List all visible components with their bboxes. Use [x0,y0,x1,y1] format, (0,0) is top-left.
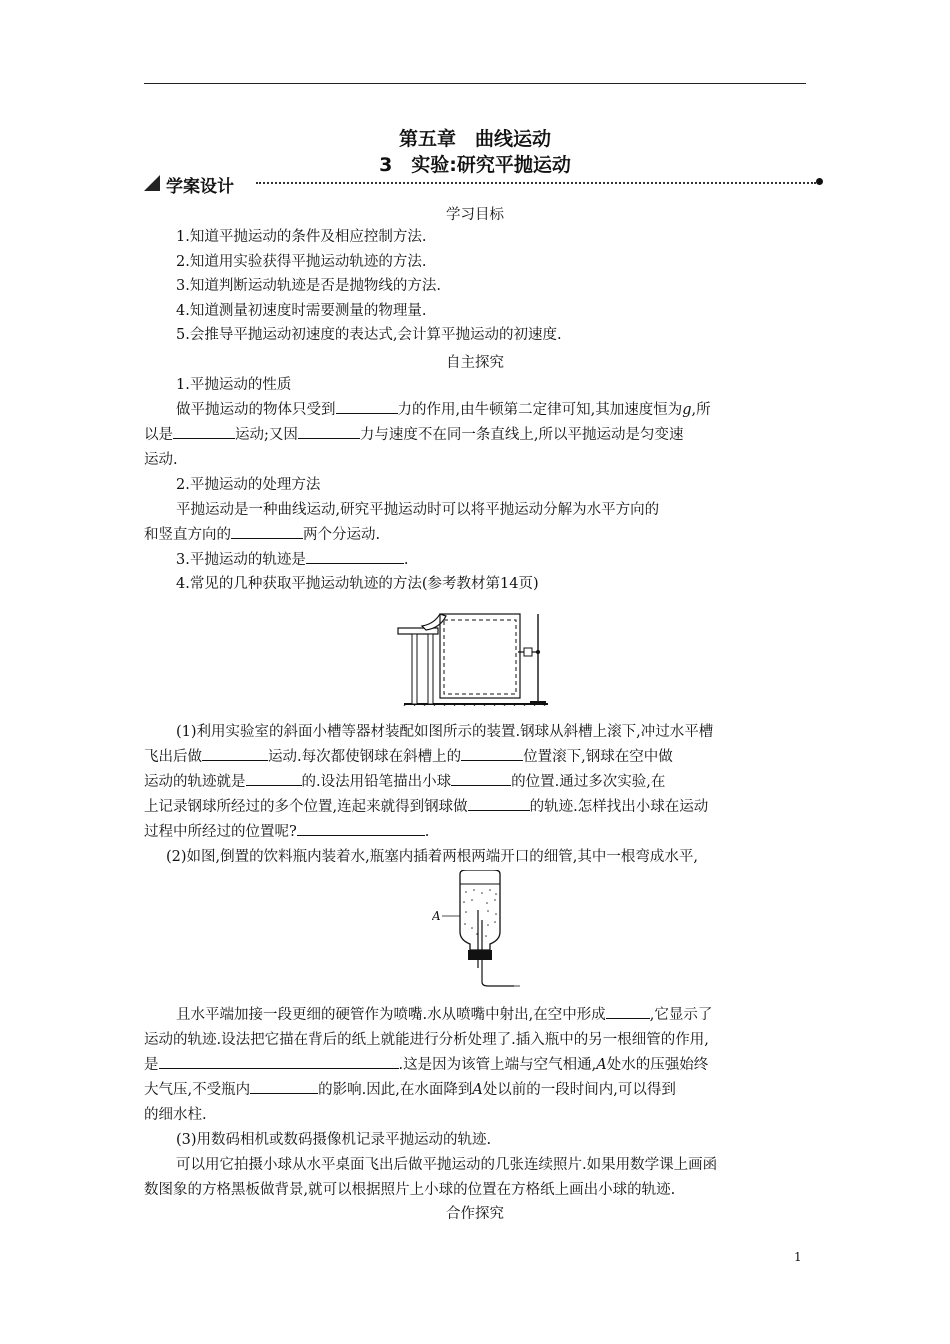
text: 的.设法用铅笔描出小球 [301,774,452,790]
text: 大气压,不受瓶内 [144,1082,251,1098]
answer-blank[interactable] [202,746,268,761]
text: .这是因为该管上端与空气相通, [398,1057,597,1073]
goal-item: 1.知道平抛运动的条件及相应控制方法. [176,229,427,245]
q2-line-2 [144,523,806,548]
answer-blank[interactable] [298,424,360,439]
text: 上记录钢球所经过的多个位置,连起来就得到钢球做 [144,799,468,815]
text: 运动;又因 [235,427,298,443]
p3-line-3: 数图象的方格黑板做背景,就可以根据照片上小球的位置在方格纸上画出小球的轨迹. [144,1182,676,1198]
p1-line-2 [144,745,806,770]
text: 两个分运动. [303,527,381,543]
chapter-title: 第五章 曲线运动 [398,128,551,150]
p2-line-5 [144,1078,806,1103]
symbol-a: A [472,1082,483,1098]
answer-blank[interactable] [336,399,398,414]
q3-line [176,548,806,573]
banner-triangle-icon [144,175,160,191]
p2-line-4 [144,1053,806,1078]
text: 是 [144,1057,159,1073]
text: 的影响.因此,在水面降到 [318,1082,473,1098]
q1-line-1 [176,398,806,423]
symbol-a: A [596,1057,607,1073]
answer-blank[interactable] [461,746,523,761]
p2-line-6: 的细水柱. [144,1107,207,1123]
goals-heading: 学习目标 [446,207,504,223]
p2-line-3: 运动的轨迹.设法把它描在背后的纸上就能进行分析处理了.插入瓶中的另一根细管的作用, [144,1032,709,1048]
p1-line-1: (1)利用实验室的斜面小槽等器材装配如图所示的装置.钢球从斜槽上滚下,冲过水平槽 [176,724,714,740]
answer-blank[interactable] [451,771,511,786]
p3-line-1: (3)用数码相机或数码摄像机记录平抛运动的轨迹. [176,1132,492,1148]
q2-title: 2.平抛运动的处理方法 [176,477,321,493]
banner-dotted-line [256,182,816,184]
symbol-g: g [682,402,692,418]
text: 做平抛运动的物体只受到 [176,402,336,418]
text: 运动.每次都使钢球在斜槽上的 [268,749,462,765]
explore-heading: 自主探究 [446,355,504,371]
p1-line-3 [144,770,806,795]
q1-line-3: 运动. [144,452,178,468]
answer-blank[interactable] [250,1079,318,1094]
q1-title: 1.平抛运动的性质 [176,377,292,393]
text: 的轨迹.怎样找出小球在运动 [529,799,709,815]
text: 以是 [144,427,173,443]
answer-blank[interactable] [297,821,425,836]
text: ,它显示了 [649,1007,713,1023]
text: 力与速度不在同一条直线上,所以平抛运动是匀变速 [359,427,684,443]
page-number: 1 [794,1250,802,1264]
text: . [424,824,430,840]
p2-line-1: (2)如图,倒置的饮料瓶内装着水,瓶塞内插着两根两端开口的细管,其中一根弯成水平, [166,849,698,865]
banner-end-dot-icon [816,178,823,185]
text: 力的作用,由牛顿第二定律可知,其加速度恒为 [397,402,683,418]
groove-apparatus-figure [396,606,556,706]
goal-item: 2.知道用实验获得平抛运动轨迹的方法. [176,254,427,270]
text: ,所 [691,402,711,418]
goal-item: 5.会推导平抛运动初速度的表达式,会计算平抛运动的初速度. [176,327,562,343]
text: 处水的压强始终 [606,1057,709,1073]
coop-heading: 合作探究 [446,1206,504,1222]
answer-blank[interactable] [159,1054,399,1069]
section-title: 3 实验:研究平抛运动 [379,154,571,176]
q1-line-2 [144,423,806,448]
text: 过程中所经过的位置呢? [144,824,297,840]
banner-label: 学案设计 [166,177,234,197]
p1-line-4 [144,795,806,820]
answer-blank[interactable] [231,524,303,539]
text: . [403,552,409,568]
text: 飞出后做 [144,749,202,765]
label-a: A [432,909,441,923]
p2-line-2 [176,1003,806,1028]
p3-line-2: 可以用它拍摄小球从水平桌面飞出后做平抛运动的几张连续照片.如果用数学课上画函 [176,1157,718,1173]
p1-line-5 [144,820,806,845]
q2-line-1: 平抛运动是一种曲线运动,研究平抛运动时可以将平抛运动分解为水平方向的 [176,502,660,518]
header-rule [144,83,806,84]
text: 运动的轨迹就是 [144,774,246,790]
goal-item: 4.知道测量初速度时需要测量的物理量. [176,303,427,319]
text: 3.平抛运动的轨迹是 [176,552,306,568]
answer-blank[interactable] [468,796,530,811]
text: 和竖直方向的 [144,527,231,543]
text: 处以前的一段时间内,可以得到 [482,1082,676,1098]
text: 位置滚下,钢球在空中做 [523,749,673,765]
answer-blank[interactable] [606,1004,650,1019]
text: 且水平端加接一段更细的硬管作为喷嘴.水从喷嘴中射出,在空中形成 [176,1007,606,1023]
text: 的位置.通过多次实验,在 [511,774,666,790]
answer-blank[interactable] [246,771,302,786]
q4-title: 4.常见的几种获取平抛运动轨迹的方法(参考教材第14页) [176,576,539,592]
section-banner [144,172,824,197]
answer-blank[interactable] [173,424,235,439]
inverted-bottle-figure [432,870,522,988]
answer-blank[interactable] [306,549,404,564]
goal-item: 3.知道判断运动轨迹是否是抛物线的方法. [176,278,441,294]
